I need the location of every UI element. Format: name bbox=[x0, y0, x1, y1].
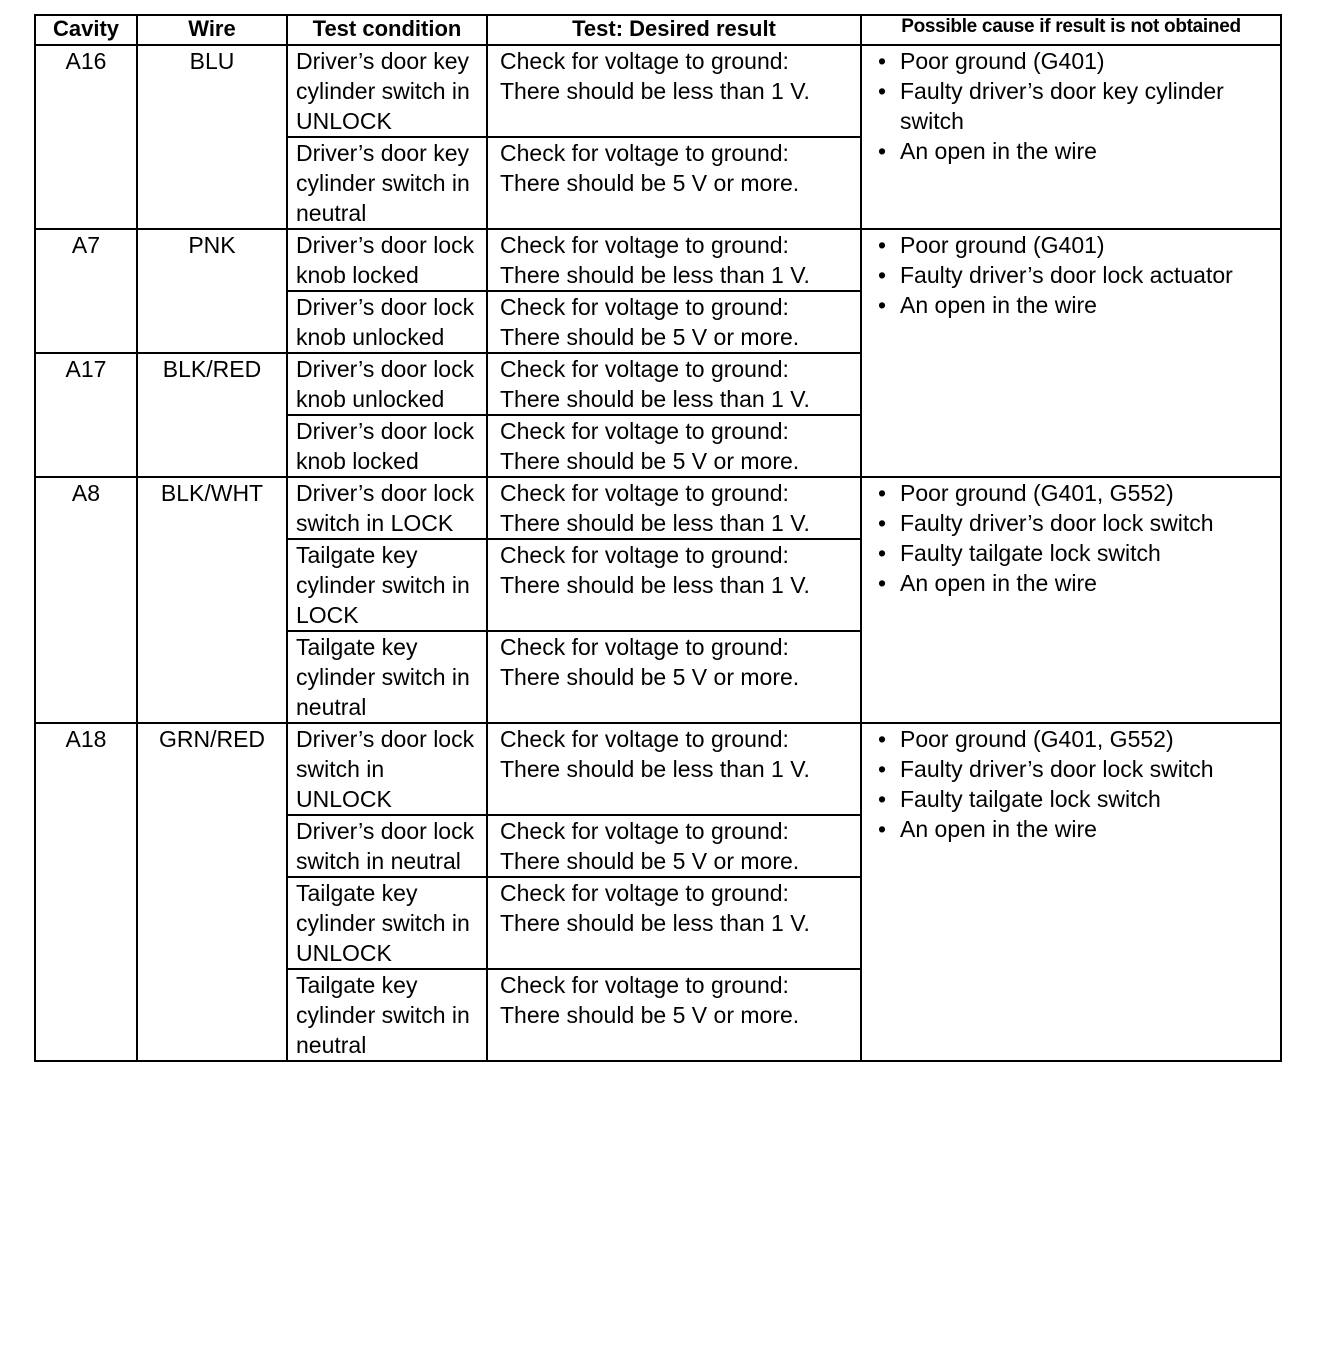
cause-item: • Faulty driver’s door key cylinder switch bbox=[876, 76, 1272, 136]
result-expect: There should be 5 V or more. bbox=[500, 848, 800, 874]
wire-cell: BLK/RED bbox=[137, 353, 287, 477]
condition-cell: Driver’s door lock switch in UNLOCK bbox=[287, 723, 487, 815]
cause-list bbox=[876, 478, 1272, 598]
result-line: Check for voltage to ground: bbox=[500, 232, 789, 258]
result-cell bbox=[487, 137, 861, 229]
wire-cell: GRN/RED bbox=[137, 723, 287, 1061]
result-expect: There should be less than 1 V. bbox=[500, 78, 810, 104]
result-cell bbox=[487, 815, 861, 877]
result-cell bbox=[487, 415, 861, 477]
result-expect: There should be less than 1 V. bbox=[500, 386, 810, 412]
cause-item: • Faulty driver’s door lock switch bbox=[876, 754, 1272, 784]
result-expect: There should be 5 V or more. bbox=[500, 448, 800, 474]
result-line: Check for voltage to ground: bbox=[500, 542, 789, 568]
cavity-cell: A17 bbox=[35, 353, 137, 477]
condition-cell: Tailgate key cylinder switch in LOCK bbox=[287, 539, 487, 631]
result-line: Check for voltage to ground: bbox=[500, 634, 789, 660]
result-cell bbox=[487, 631, 861, 723]
result-expect: There should be 5 V or more. bbox=[500, 664, 800, 690]
result-line: Check for voltage to ground: bbox=[500, 972, 789, 998]
condition-cell: Driver’s door lock switch in LOCK bbox=[287, 477, 487, 539]
cause-cell bbox=[861, 723, 1281, 1061]
cause-item: • Poor ground (G401, G552) bbox=[876, 478, 1272, 508]
result-expect: There should be 5 V or more. bbox=[500, 1002, 800, 1028]
result-cell bbox=[487, 723, 861, 815]
cause-list bbox=[876, 230, 1272, 320]
cause-item: • Faulty tailgate lock switch bbox=[876, 784, 1272, 814]
result-cell bbox=[487, 969, 861, 1061]
cause-item: • Poor ground (G401) bbox=[876, 230, 1272, 260]
cause-item: • An open in the wire bbox=[876, 136, 1272, 166]
result-cell bbox=[487, 539, 861, 631]
cause-item: • An open in the wire bbox=[876, 814, 1272, 844]
result-expect: There should be 5 V or more. bbox=[500, 170, 800, 196]
condition-cell: Tailgate key cylinder switch in neutral bbox=[287, 969, 487, 1061]
condition-cell: Driver’s door key cylinder switch in neutral bbox=[287, 137, 487, 229]
result-expect: There should be less than 1 V. bbox=[500, 572, 810, 598]
cavity-cell: A7 bbox=[35, 229, 137, 353]
result-line: Check for voltage to ground: bbox=[500, 356, 789, 382]
condition-cell: Driver’s door key cylinder switch in UNLOCK bbox=[287, 45, 487, 137]
condition-cell: Driver’s door lock knob locked bbox=[287, 415, 487, 477]
header-test-condition: Test condition bbox=[287, 15, 487, 45]
condition-cell: Driver’s door lock switch in neutral bbox=[287, 815, 487, 877]
result-line: Check for voltage to ground: bbox=[500, 880, 789, 906]
header-row bbox=[35, 15, 1281, 45]
result-expect: There should be 5 V or more. bbox=[500, 324, 800, 350]
result-line: Check for voltage to ground: bbox=[500, 294, 789, 320]
result-line: Check for voltage to ground: bbox=[500, 140, 789, 166]
result-expect: There should be less than 1 V. bbox=[500, 756, 810, 782]
result-expect: There should be less than 1 V. bbox=[500, 510, 810, 536]
cause-item: • Poor ground (G401) bbox=[876, 46, 1272, 76]
cavity-cell: A8 bbox=[35, 477, 137, 723]
wire-cell: BLK/WHT bbox=[137, 477, 287, 723]
header-desired-result: Test: Desired result bbox=[487, 15, 861, 45]
result-line: Check for voltage to ground: bbox=[500, 480, 789, 506]
cause-cell bbox=[861, 45, 1281, 229]
wire-cell: BLU bbox=[137, 45, 287, 229]
result-cell bbox=[487, 45, 861, 137]
result-line: Check for voltage to ground: bbox=[500, 48, 789, 74]
table-row bbox=[35, 229, 1281, 291]
result-cell bbox=[487, 291, 861, 353]
voltage-test-table bbox=[34, 14, 1282, 1062]
wire-cell: PNK bbox=[137, 229, 287, 353]
condition-cell: Driver’s door lock knob unlocked bbox=[287, 291, 487, 353]
header-possible-cause: Possible cause if result is not obtained bbox=[861, 15, 1281, 45]
condition-cell: Driver’s door lock knob locked bbox=[287, 229, 487, 291]
cause-item: • An open in the wire bbox=[876, 568, 1272, 598]
result-cell bbox=[487, 477, 861, 539]
cause-item: • Faulty driver’s door lock switch bbox=[876, 508, 1272, 538]
header-wire: Wire bbox=[137, 15, 287, 45]
condition-cell: Tailgate key cylinder switch in neutral bbox=[287, 631, 487, 723]
condition-cell: Driver’s door lock knob unlocked bbox=[287, 353, 487, 415]
cause-cell bbox=[861, 229, 1281, 477]
table-row bbox=[35, 477, 1281, 539]
result-expect: There should be less than 1 V. bbox=[500, 262, 810, 288]
result-cell bbox=[487, 229, 861, 291]
cavity-cell: A16 bbox=[35, 45, 137, 229]
cause-item: • Faulty driver’s door lock actuator bbox=[876, 260, 1272, 290]
cause-item: • Faulty tailgate lock switch bbox=[876, 538, 1272, 568]
cause-list bbox=[876, 724, 1272, 844]
result-cell bbox=[487, 877, 861, 969]
table-row bbox=[35, 45, 1281, 137]
cause-list bbox=[876, 46, 1272, 166]
table-row bbox=[35, 723, 1281, 815]
condition-cell: Tailgate key cylinder switch in UNLOCK bbox=[287, 877, 487, 969]
result-cell bbox=[487, 353, 861, 415]
result-line: Check for voltage to ground: bbox=[500, 818, 789, 844]
cavity-cell: A18 bbox=[35, 723, 137, 1061]
header-cavity: Cavity bbox=[35, 15, 137, 45]
result-line: Check for voltage to ground: bbox=[500, 726, 789, 752]
cause-item: • An open in the wire bbox=[876, 290, 1272, 320]
cause-cell bbox=[861, 477, 1281, 723]
result-expect: There should be less than 1 V. bbox=[500, 910, 810, 936]
result-line: Check for voltage to ground: bbox=[500, 418, 789, 444]
cause-item: • Poor ground (G401, G552) bbox=[876, 724, 1272, 754]
